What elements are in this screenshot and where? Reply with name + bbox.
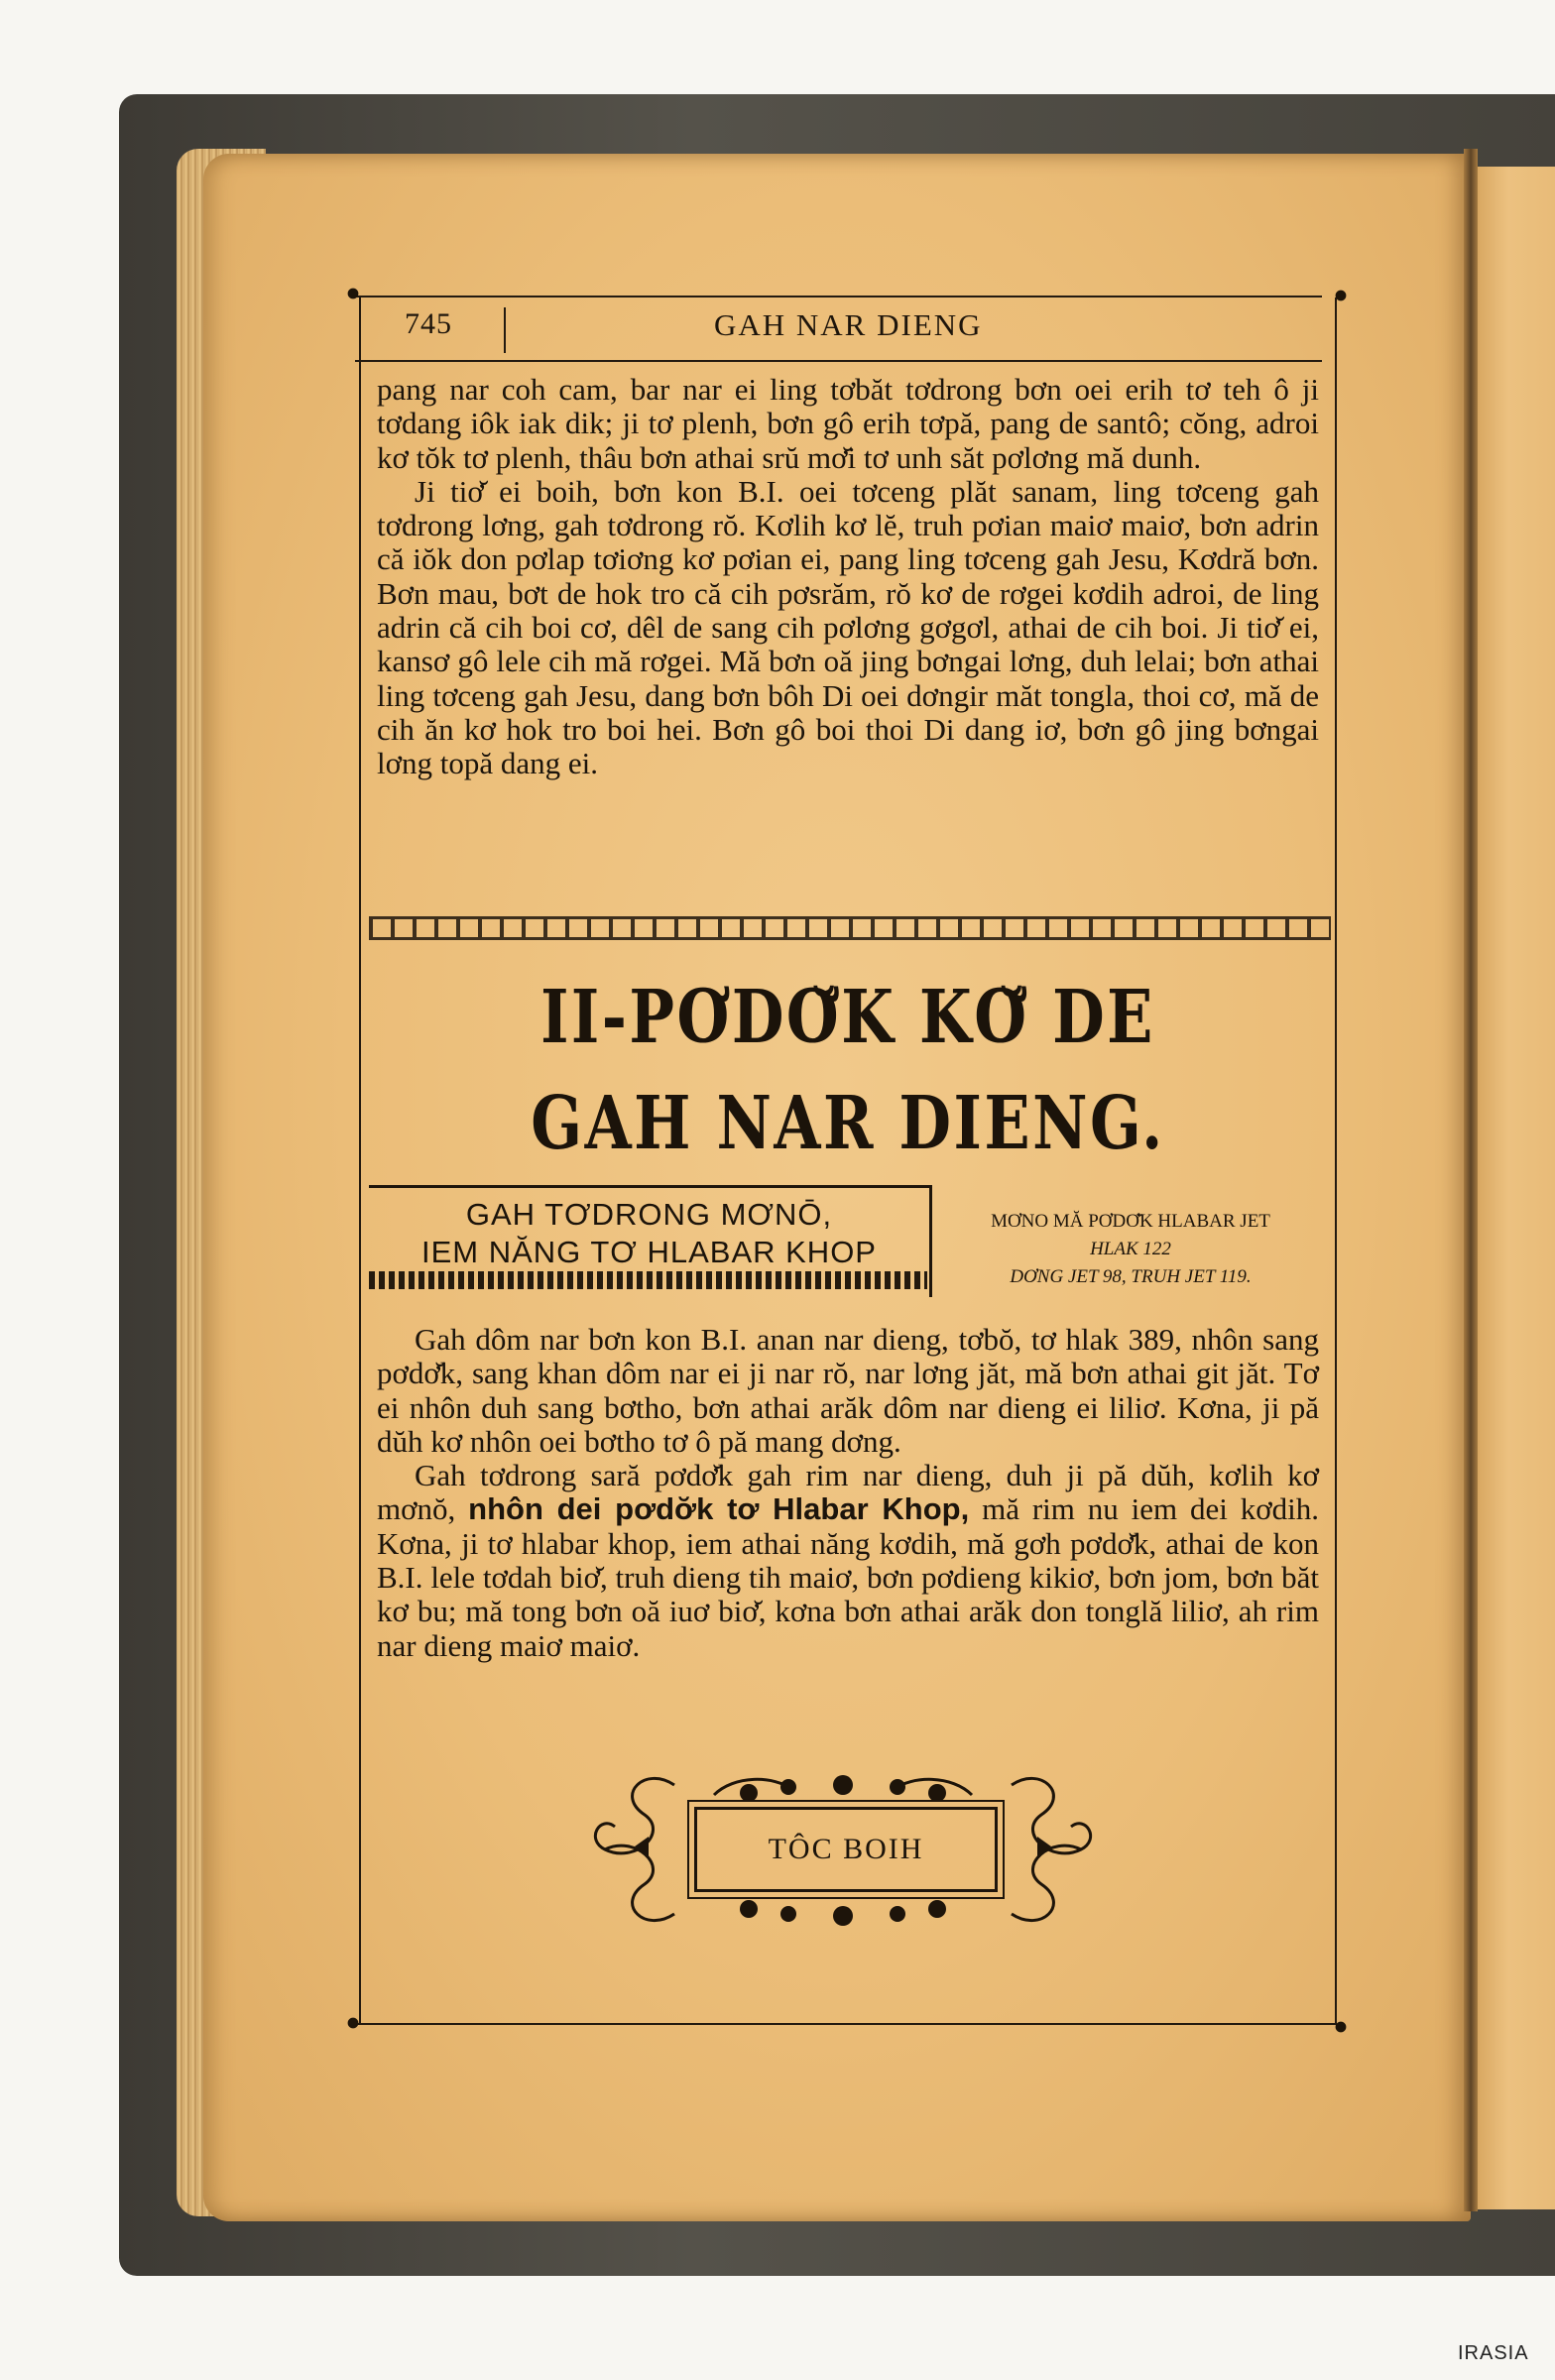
ornament-band-small [369,1271,927,1289]
header-divider [504,307,506,353]
paragraph [377,1459,1319,1663]
paragraph: pang nar coh cam, bar nar ei ling tơbăt tơdrong bơn oei erih tơ teh ô ji tơdang iôk iak dik; ji tơ plenh, bơn gô erih tơpă, pang de santô; cŏng, adroi kơ tŏk tơ plenh, thâu bơn athai srŭ mơ̆i tơ unh săt pơlơng mă dunh. [377,372,1319,475]
running-head: GAH NAR DIENG [714,307,983,342]
paragraph-bold: nhôn dei pơdơ̆k tơ Hlabar Khop, [468,1491,970,1527]
frame-top-rule [352,296,1322,298]
ornament-band [369,916,1331,940]
frame-header-rule [355,360,1322,362]
rosette-top-right [1333,288,1349,303]
watermark: IRASIA [1458,2342,1529,2364]
colophon [575,1755,1111,1944]
section-title-line1: GAH TƠDRONG MƠNŌ, [465,1197,833,1232]
chapter-heading-line1: II-PƠDƠ̆K KƠ̆ DE [540,975,1155,1060]
rosette-bottom-left [345,2015,361,2031]
paragraph-text: mă rim nu iem dei kơdih. Kơna, ji tơ hlabar khop, iem athai năng kơdih, mă gơh pơdơ̆k, athai de kon B.I. lele tơdah biơ̆, truh dieng tih maiơ, bơn pơdieng kikiơ, bơn jom, bơn băt kơ bu; mă tong bơn oă iuơ biơ̆, kơna bơn athai arăk don tonglă liliơ, ah rim nar dieng maiơ maiơ. [377,1491,1319,1663]
page-number: 745 [405,307,452,340]
frame-bottom-rule [349,2023,1337,2025]
frame-left-rule [359,298,361,2023]
paragraph: Gah dôm nar bơn kon B.I. anan nar dieng, tơbŏ, tơ hlak 389, nhôn sang pơdơ̆k, sang khan dôm nar ei ji nar rŏ, nar lơng jăt, mă bơn athai git jăt. Tơ ei nhôn duh sang bơtho, bơn athai arăk dôm nar dieng ei liliơ. Kơna, ji pă dŭh kơ nhôn oei bơtho tơ ô pă mang dơng. [377,1322,1319,1459]
rosette-top-left [345,286,361,301]
side-note-line1: MƠNO MĂ PƠDƠ̆K HLABAR JET [991,1211,1270,1232]
paragraph-text: Gah tơdrong sară pơdơ̆k gah rim nar dieng, duh ji pă dŭh, kơlih kơ mơnŏ, [377,1458,1319,1527]
section2-text [377,1323,1319,1663]
paragraph: Ji tiơ̆ ei boih, bơn kon B.I. oei tơceng plăt sanam, ling tơceng gah tơdrong lơng, gah tơdrong rŏ. Kơlih kơ lĕ, truh pơian maiơ maiơ, bơn adrin că iŏk don pơlap tơiơng kơ pơian ei, pang ling tơceng gah Jesu, Kơdră bơn. Bơn mau, bơt de hok tro că cih pơsrăm, rŏ kơ de rơgei kơdih adroi, de ling adrin că cih boi cơ, dêl de sang cih pơlơng gơgơl, athai de cih boi. Ji tiơ̆ ei, kansơ gô lele cih mă rơgei. Mă bơn oă jing bơngai lơng, duh lelai; bơn athai ling tơceng gah Jesu, dang bơn bôh Di oei dơngir măt tongla, thoi cơ, mă de cih ăn kơ hok tro boi hei. Bơn gô boi thoi Di dang iơ, bơn gô jing bơngai lơng topă dang ei. [377,473,1319,781]
side-note [932,1208,1329,1291]
section-title-line2: IEM NĂNG TƠ HLABAR KHOP [421,1235,877,1269]
section1-text [377,373,1319,781]
frame-right-rule [1335,298,1337,2023]
side-note-line2: HLAK 122 [1090,1239,1171,1259]
side-note-line3: DƠNG JET 98, TRUH JET 119. [1010,1266,1252,1287]
book-gutter [1464,149,1478,2211]
colophon-label: TÔC BOIH [694,1807,998,1892]
rosette-bottom-right [1333,2019,1349,2035]
next-page-edge [1478,167,1555,2209]
chapter-heading-line2: GAH NAR DIENG. [531,1081,1165,1166]
